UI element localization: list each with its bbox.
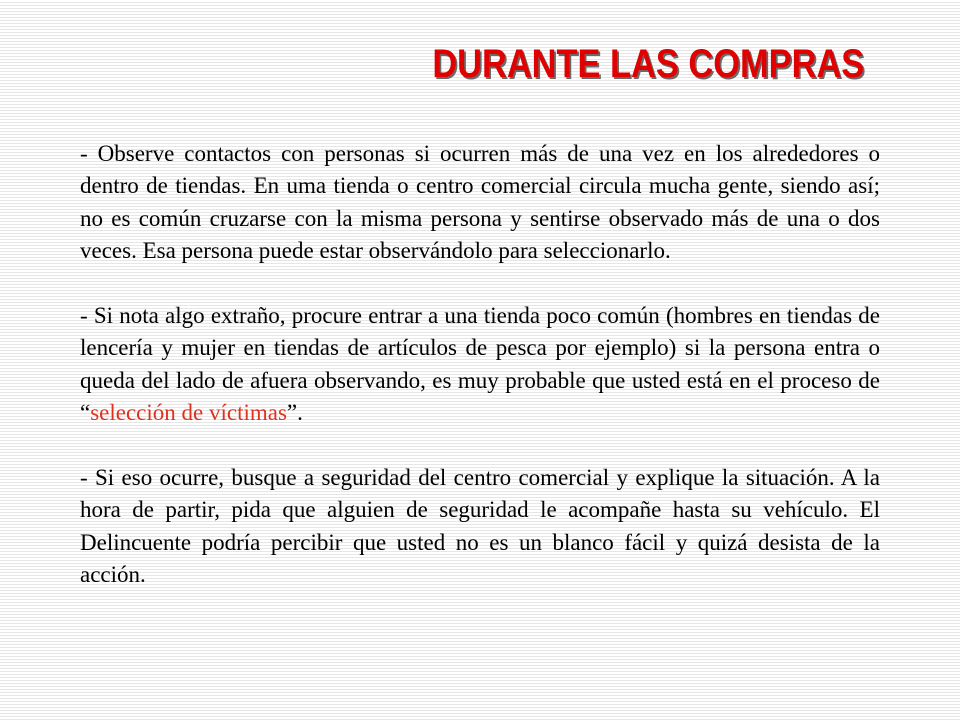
victim-selection-highlight: selección de víctimas (90, 400, 287, 426)
paragraph-observe-contacts: - Observe contactos con personas si ocurren más de una vez en los alrededores o dentro de tiendas. En uma tienda o centro comercial circula mucha gente, siendo así; no es común cruzarse con la misma persona y sentirse observado más de una o dos veces. Esa persona puede estar observándolo para seleccionarlo. (80, 141, 880, 264)
slide-title: DURANTE LAS COMPRAS (432, 42, 864, 86)
paragraph-seek-security: - Si eso ocurre, busque a seguridad del centro comercial y explique la situación. A la hora de partir, pida que alguien de seguridad le acompañe hasta su vehículo. El Delincuente podría percibir que usted no es un blanco fácil y quizá desista de la acción. (80, 465, 880, 588)
paragraph-strange-situation (80, 300, 880, 430)
slide-body (80, 138, 880, 592)
paragraph-strange-situation-text: - Si nota algo extraño, procure entrar a una tienda poco común (hombres en tiendas de lencería y mujer en tiendas de artículos de pesca por ejemplo) si la persona entra o queda del lado de afuera observando, es muy probable que usted está en el proceso de “ (80, 303, 880, 426)
paragraph-strange-situation-end: ”. (286, 400, 303, 426)
